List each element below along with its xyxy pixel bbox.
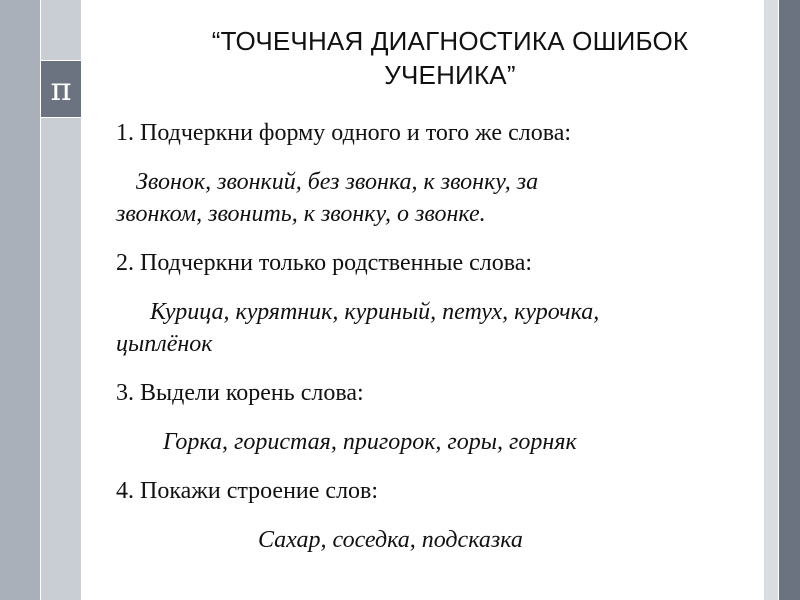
task-4-example-line-1: Сахар, соседка, подсказка: [258, 527, 523, 553]
task-2-instruction: 2. Подчеркни только родственные слова:: [116, 250, 533, 276]
left-decor-strip: [0, 0, 40, 600]
task-4-instruction: 4. Покажи строение слов:: [116, 478, 379, 504]
task-2-example-line-1: Курица, курятник, куриный, петух, курочка,: [150, 299, 600, 325]
task-1-instruction: 1. Подчеркни форму одного и того же слова:: [116, 120, 572, 146]
task-3-instruction: 3. Выдели корень слова:: [116, 380, 364, 406]
task-1-example-line-2: звонком, звонить, к звонку, о звонке.: [116, 201, 486, 227]
task-1-example-line-1: Звонок, звонкий, без звонка, к звонку, за: [136, 169, 539, 195]
title-line-2: УЧЕНИКА”: [384, 60, 516, 90]
title-line-1: “ТОЧЕЧНАЯ ДИАГНОСТИКА ОШИБОК: [211, 26, 689, 56]
pi-icon: π: [41, 60, 81, 118]
task-2-example-line-2: цыплёнок: [116, 331, 213, 357]
right-decor-strip-dark: [779, 0, 800, 600]
task-3-example-line-1: Горка, гористая, пригорок, горы, горняк: [163, 429, 577, 455]
slide-title: [150, 24, 750, 92]
right-decor-strip-light: [764, 0, 778, 600]
left-divider-line-2: [81, 0, 82, 600]
